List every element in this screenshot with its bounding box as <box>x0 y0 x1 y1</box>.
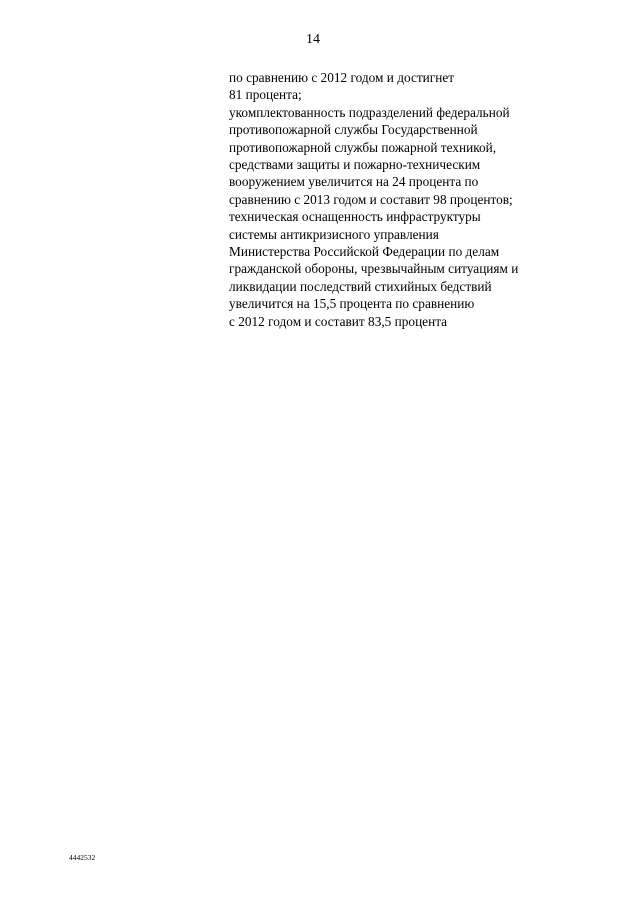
text-line: Министерства Российской Федерации по делам <box>229 244 500 260</box>
text-line: по сравнению с 2012 годом и достигнет <box>229 70 455 85</box>
text-line: с 2012 годом и составит 83,5 процента <box>229 313 448 329</box>
document-code: 4442532 <box>69 853 96 862</box>
text-line: 81 процента; <box>229 87 302 103</box>
text-line: противопожарной службы Государственной <box>229 122 478 138</box>
text-line: сравнению с 2013 годом и составит 98 процентов; <box>229 191 513 207</box>
text-line: вооружением увеличится на 24 процента по <box>229 174 479 190</box>
text-line: системы антикризисного управления <box>229 226 439 242</box>
text-line: противопожарной службы пожарной техникой, <box>229 139 497 155</box>
text-line: средствами защиты и пожарно-техническим <box>229 157 481 173</box>
body-text <box>229 69 589 330</box>
text-line: увеличится на 15,5 процента по сравнению <box>229 296 475 312</box>
text-line: ликвидации последствий стихийных бедствий <box>229 278 492 294</box>
page-number: 14 <box>306 32 320 47</box>
text-line: гражданской обороны, чрезвычайным ситуациям и <box>229 261 519 277</box>
text-line: укомплектованность подразделений федеральной <box>229 104 510 120</box>
text-line: техническая оснащенность инфраструктуры <box>229 209 481 225</box>
